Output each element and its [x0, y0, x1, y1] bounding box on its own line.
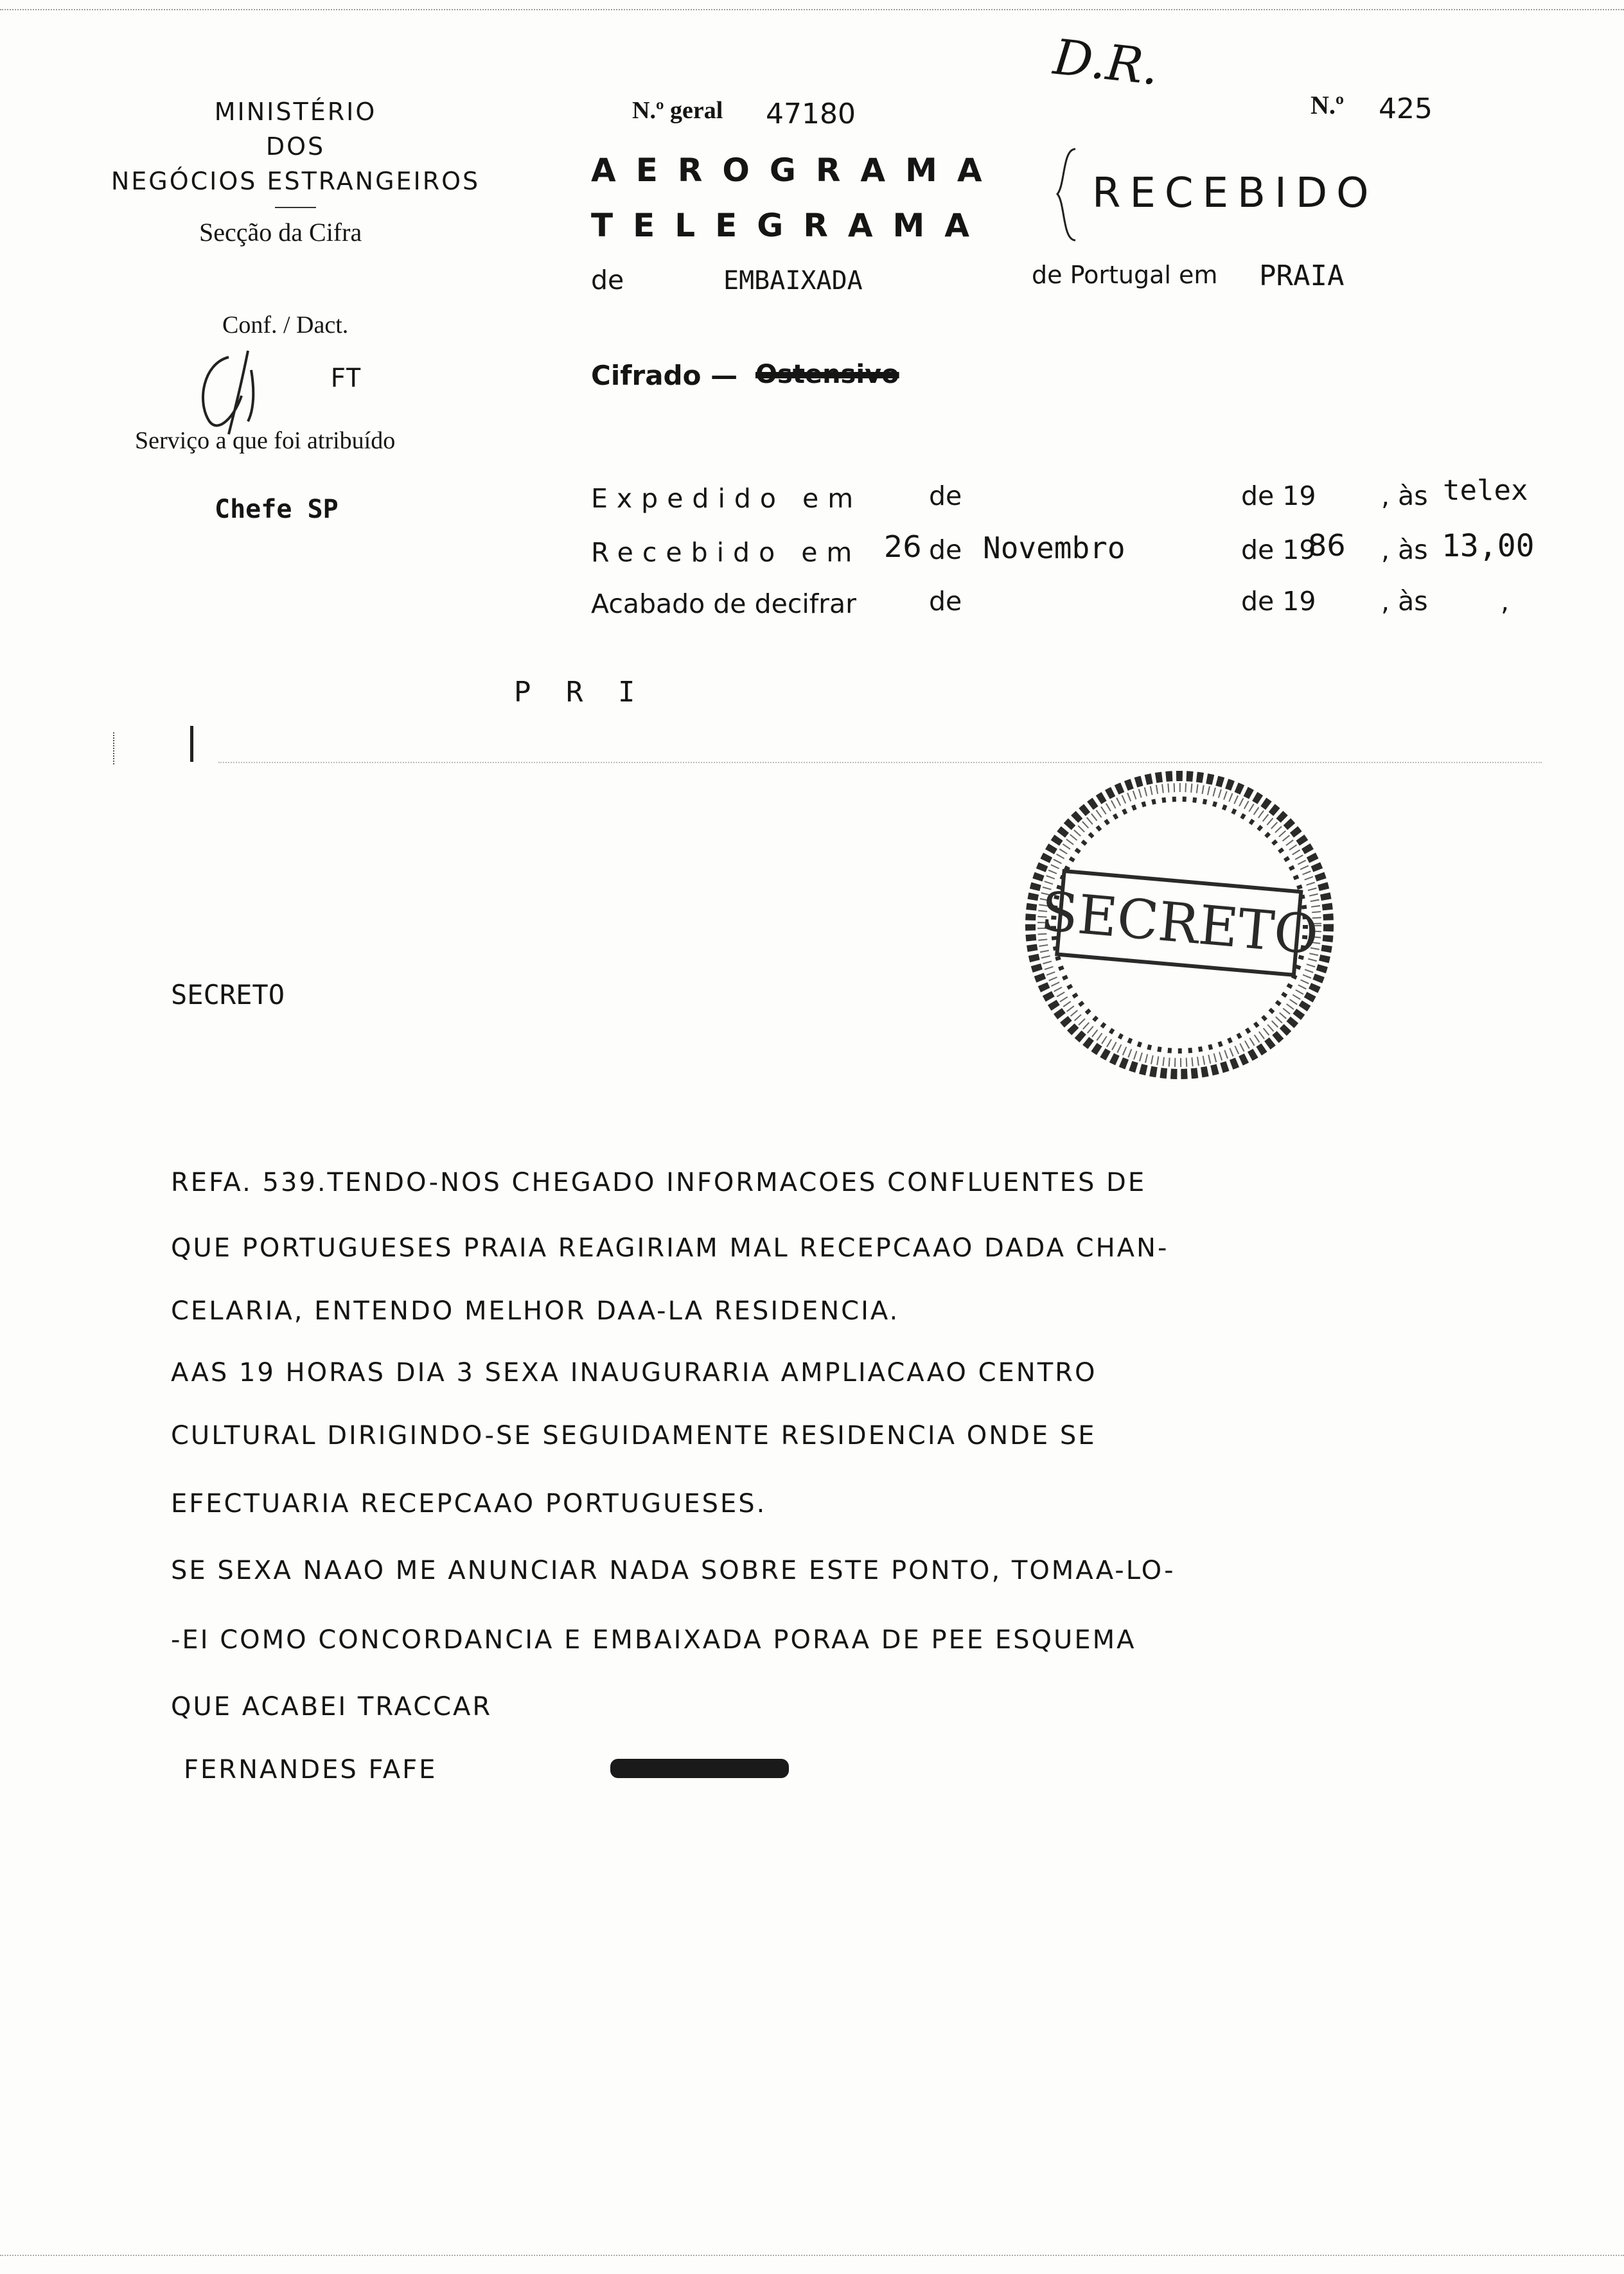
ministry-line2: DOS [265, 132, 326, 161]
scan-edge-bottom [0, 2255, 1624, 2256]
header-rule [218, 762, 1542, 763]
de-value: EMBAIXADA [723, 266, 863, 295]
expedido-de: de [929, 480, 962, 511]
de-label: de [591, 265, 624, 295]
stamp-text: SECRETO [1038, 879, 1321, 967]
expedido-time: telex [1443, 474, 1528, 507]
priority: P R I [514, 676, 644, 709]
recebido-year: 86 [1308, 528, 1346, 563]
body-line: QUE ACABEI TRACCAR [171, 1692, 493, 1722]
service-value: Chefe SP [215, 495, 339, 524]
recebido-time: 13,00 [1442, 528, 1535, 564]
expedido-de19: de 19 [1241, 480, 1316, 511]
ministry-line1: MINISTÉRIO [214, 98, 377, 126]
expedido-as: , às [1381, 480, 1428, 511]
cifrado-label: Cifrado — [591, 360, 738, 391]
brace-icon [1054, 146, 1079, 243]
type-aerograma: AEROGRAMA [591, 152, 1002, 189]
ministry-divider [275, 207, 316, 208]
section-label: Secção da Cifra [199, 218, 362, 247]
acabado-de: de [929, 586, 962, 617]
portugal-value: PRAIA [1259, 260, 1345, 292]
status-label: RECEBIDO [1092, 170, 1378, 217]
type-telegrama: TELEGRAMA [591, 207, 989, 244]
service-label: Serviço a que foi atribuído [135, 427, 396, 454]
num-value: 425 [1379, 93, 1433, 125]
secreto-stamp [1019, 764, 1340, 1086]
signature: FERNANDES FAFE [184, 1755, 437, 1785]
conf-value: FT [330, 364, 362, 393]
acabado-label: Acabado de decifrar [591, 588, 857, 619]
acabado-de19: de 19 [1241, 586, 1316, 617]
margin-bar [190, 726, 193, 762]
ministry-line3: NEGÓCIOS ESTRANGEIROS [110, 167, 481, 195]
conf-label: Conf. / Dact. [222, 312, 349, 339]
acabado-comma: , [1501, 586, 1510, 617]
redaction-mark [610, 1759, 789, 1778]
recebido-day: 26 [884, 529, 922, 564]
recebido-month: Novembro [983, 531, 1125, 565]
geral-value: 47180 [766, 98, 856, 130]
classification: SECRETO [171, 979, 285, 1010]
body-line: -EI COMO CONCORDANCIA E EMBAIXADA PORAA DE PEE ESQUEMA [171, 1625, 1136, 1655]
handwritten-annotation: D.R. [1050, 28, 1161, 96]
body-line: CULTURAL DIRIGINDO-SE SEGUIDAMENTE RESIDENCIA ONDE SE [171, 1421, 1097, 1450]
expedido-label: Expedido em [591, 483, 863, 514]
body-line: QUE PORTUGUESES PRAIA REAGIRIAM MAL RECEPCAAO DADA CHAN- [171, 1233, 1169, 1263]
recebido-label: Recebido em [591, 537, 861, 568]
geral-label: N.º geral [632, 97, 723, 124]
portugal-label: de Portugal em [1032, 261, 1218, 289]
body-line: AAS 19 HORAS DIA 3 SEXA INAUGURARIA AMPLIACAAO CENTRO [171, 1358, 1097, 1388]
cifrado-struck: Ostensivo [755, 360, 899, 389]
body-line: REFA. 539.TENDO-NOS CHEGADO INFORMACOES CONFLUENTES DE [171, 1168, 1147, 1197]
num-label: N.º [1311, 91, 1345, 119]
recebido-de19: de 19 [1241, 534, 1316, 565]
margin-mark [113, 732, 116, 764]
recebido-de: de [929, 534, 962, 565]
scan-edge-top [0, 9, 1624, 10]
body-line: CELARIA, ENTENDO MELHOR DAA-LA RESIDENCIA. [171, 1296, 900, 1326]
body-line: EFECTUARIA RECEPCAAO PORTUGUESES. [171, 1489, 767, 1519]
acabado-as: , às [1381, 586, 1428, 617]
body-line: SE SEXA NAAO ME ANUNCIAR NADA SOBRE ESTE PONTO, TOMAA-LO- [171, 1556, 1176, 1585]
recebido-as: , às [1381, 534, 1428, 565]
